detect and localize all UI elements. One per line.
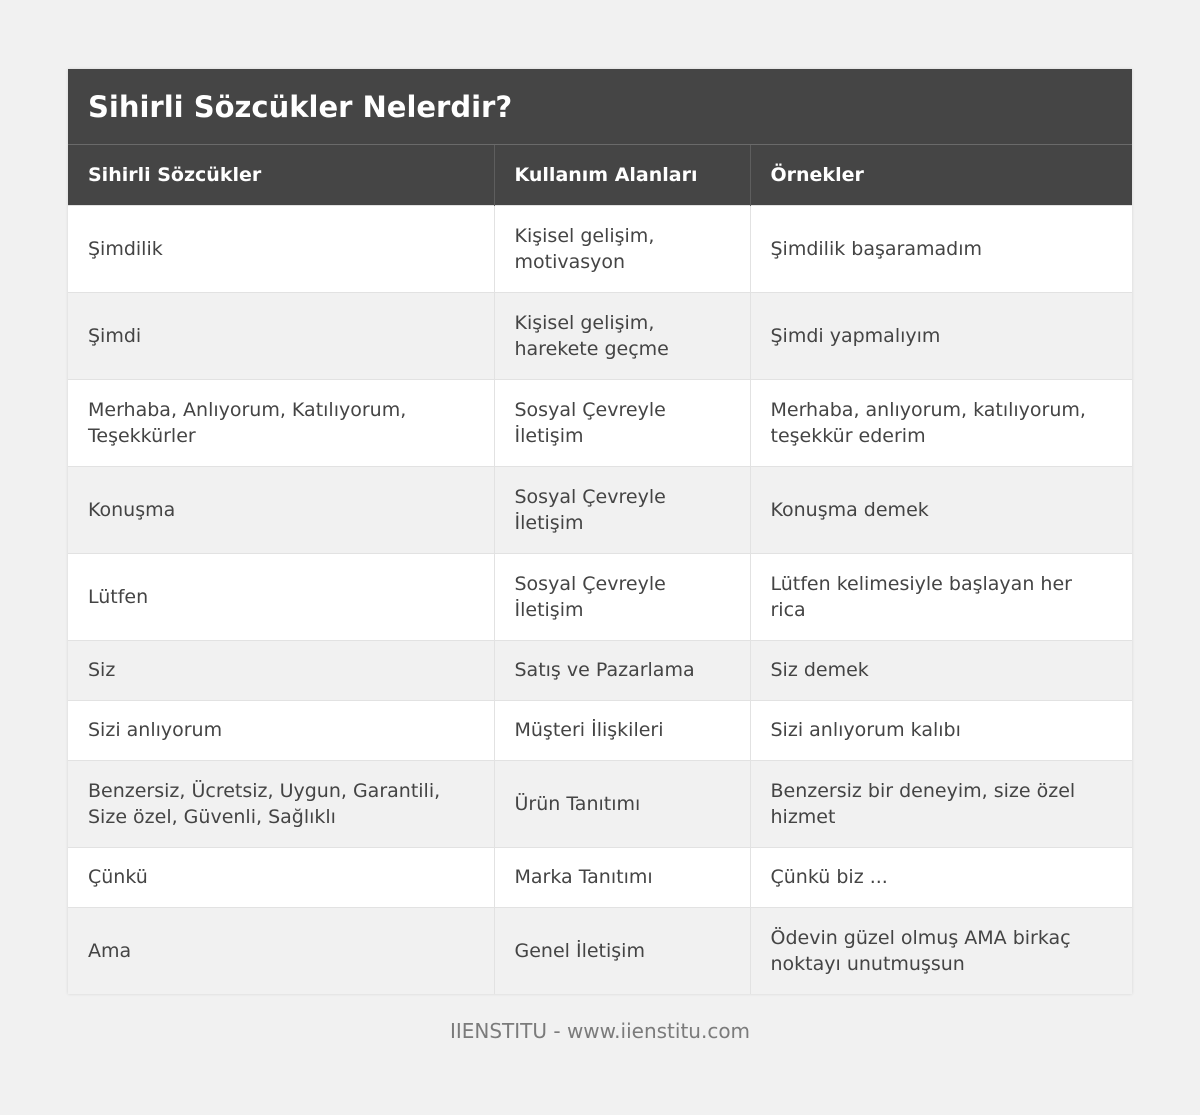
table-row <box>68 205 1132 292</box>
table-row <box>68 379 1132 466</box>
cell-example: Ödevin güzel olmuş AMA birkaç noktayı unutmuşsun <box>750 907 1132 994</box>
table-row <box>68 466 1132 553</box>
column-header-usage: Kullanım Alanları <box>494 145 750 205</box>
table-row <box>68 553 1132 640</box>
cell-word: Merhaba, Anlıyorum, Katılıyorum, Teşekkürler <box>68 379 494 466</box>
cell-usage: Marka Tanıtımı <box>494 847 750 907</box>
cell-usage: Sosyal Çevreyle İletişim <box>494 466 750 553</box>
table-row <box>68 907 1132 994</box>
cell-word: Sizi anlıyorum <box>68 700 494 760</box>
table-card <box>68 69 1132 994</box>
cell-usage: Genel İletişim <box>494 907 750 994</box>
cell-usage: Sosyal Çevreyle İletişim <box>494 553 750 640</box>
cell-usage: Ürün Tanıtımı <box>494 760 750 847</box>
cell-usage: Kişisel gelişim, motivasyon <box>494 205 750 292</box>
header-row <box>68 145 1132 205</box>
cell-word: Ama <box>68 907 494 994</box>
cell-usage: Kişisel gelişim, harekete geçme <box>494 292 750 379</box>
cell-example: Sizi anlıyorum kalıbı <box>750 700 1132 760</box>
cell-example: Konuşma demek <box>750 466 1132 553</box>
cell-example: Merhaba, anlıyorum, katılıyorum, teşekkür ederim <box>750 379 1132 466</box>
cell-word: Çünkü <box>68 847 494 907</box>
footer-credit: IIENSTITU - www.iienstitu.com <box>449 1019 751 1043</box>
cell-usage: Satış ve Pazarlama <box>494 640 750 700</box>
column-header-examples: Örnekler <box>750 145 1132 205</box>
cell-word: Lütfen <box>68 553 494 640</box>
cell-example: Şimdi yapmalıyım <box>750 292 1132 379</box>
column-header-words: Sihirli Sözcükler <box>68 145 494 205</box>
cell-word: Şimdi <box>68 292 494 379</box>
table-title: Sihirli Sözcükler Nelerdir? <box>68 69 1132 145</box>
cell-example: Benzersiz bir deneyim, size özel hizmet <box>750 760 1132 847</box>
cell-word: Benzersiz, Ücretsiz, Uygun, Garantili, Size özel, Güvenli, Sağlıklı <box>68 760 494 847</box>
table-body <box>68 205 1132 994</box>
cell-example: Çünkü biz ... <box>750 847 1132 907</box>
table-row <box>68 640 1132 700</box>
cell-word: Siz <box>68 640 494 700</box>
magic-words-table <box>68 145 1132 994</box>
cell-example: Siz demek <box>750 640 1132 700</box>
table-row <box>68 700 1132 760</box>
table-row <box>68 760 1132 847</box>
cell-usage: Müşteri İlişkileri <box>494 700 750 760</box>
cell-example: Lütfen kelimesiyle başlayan her rica <box>750 553 1132 640</box>
cell-word: Konuşma <box>68 466 494 553</box>
cell-example: Şimdilik başaramadım <box>750 205 1132 292</box>
cell-word: Şimdilik <box>68 205 494 292</box>
table-row <box>68 292 1132 379</box>
table-row <box>68 847 1132 907</box>
cell-usage: Sosyal Çevreyle İletişim <box>494 379 750 466</box>
table-header <box>68 145 1132 205</box>
